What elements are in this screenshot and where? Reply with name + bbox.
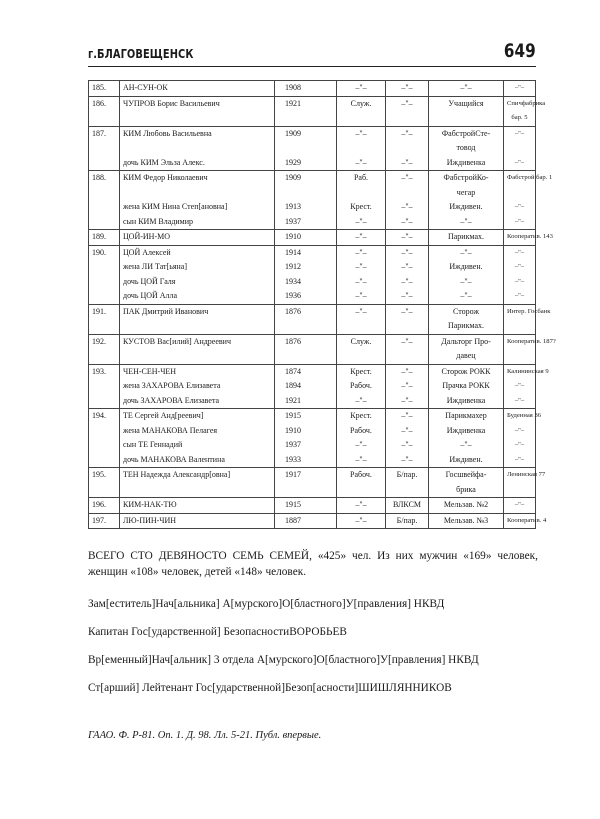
cell-party: ВЛКСМ [386,498,429,514]
summary-paragraph: ВСЕГО СТО ДЕВЯНОСТО СЕМЬ СЕМЕЙ, «425» чел. Из них мужчин «169» человек, женщин «108» человек, детей «148» человек. [88,550,538,578]
cell-birth-year: 1908 [275,81,337,97]
cell-birth-year: 1915 [275,498,337,514]
cell-occupation: Учащийся [429,96,504,126]
cell-birth-year: 1874 1894 1921 [275,364,337,409]
table-row [89,364,536,409]
cell-party: –"– [386,96,429,126]
family-register-table [88,80,556,529]
page-header [88,40,536,67]
cell-social-origin: Служ. [337,96,386,126]
cell-social-origin: –"– –"– [337,126,386,171]
cell-birth-year: 1915 1910 1937 1933 [275,409,337,468]
cell-number: 191. [89,304,120,334]
cell-occupation: Дальторг Про- давец [429,334,504,364]
cell-name: КИМ-НАК-ТЮ [120,498,275,514]
table-row [89,334,536,364]
table-row [89,245,536,304]
cell-name: КИМ Федор Николаевич жена КИМ Нина Степ[ановна] сын КИМ Владимир [120,171,275,230]
signature-acting-chief-title: Вр[еменный]Нач[альник] 3 отдела А[мурского]О[бластного]У[правления] НКВД [88,654,479,666]
table-row [89,96,536,126]
cell-occupation: Мельзав. №3 [429,513,504,529]
cell-occupation: Госшвейфа- брика [429,468,504,498]
cell-number: 196. [89,498,120,514]
cell-number: 197. [89,513,120,529]
cell-social-origin: –"– [337,498,386,514]
cell-name: КИМ Любовь Васильевна дочь КИМ Эльза Алекс. [120,126,275,171]
cell-number: 193. [89,364,120,409]
cell-occupation: Парикмахер Иждивенка –"– Иждивен. [429,409,504,468]
cell-name: ПАК Дмитрий Иванович [120,304,275,334]
signature-shishlyannikov: Ст[арший] Лейтенант Гос[ударственной]Безоп[асности]ШИШЛЯННИКОВ [88,682,452,694]
cell-birth-year: 1887 [275,513,337,529]
cell-social-origin: –"– [337,513,386,529]
cell-occupation: Парикмах. [429,230,504,246]
cell-birth-year: 1909 1913 1937 [275,171,337,230]
cell-birth-year: 1876 [275,304,337,334]
cell-number: 187. [89,126,120,171]
cell-birth-year: 1914 1912 1934 1936 [275,245,337,304]
cell-party: Б/пар. [386,513,429,529]
cell-occupation: ФабстройКо- чегар Иждивен. –"– [429,171,504,230]
cell-name: ТЕ Сергей Анд[реевич] жена МАНАКОВА Пелагея сын ТЕ Геннадий дочь МАНАКОВА Валентина [120,409,275,468]
cell-party: –"– [386,334,429,364]
table-row [89,513,536,529]
cell-name: ТЕН Надежда Александр[овна] [120,468,275,498]
table-row [89,468,536,498]
cell-birth-year: 1909 1929 [275,126,337,171]
cell-number: 192. [89,334,120,364]
cell-birth-year: 1917 [275,468,337,498]
cell-occupation: Сторож РОКК Прачка РОКК Иждивенка [429,364,504,409]
table-row [89,230,536,246]
cell-name: ЦОЙ-ИН-МО [120,230,275,246]
cell-address: Буденная 36 –"– –"– –"– [504,409,536,468]
cell-address: Калининская 9 –"– –"– [504,364,536,409]
signature-vorobyev: Капитан Гос[ударственной] БезопасностиВОРОБЬЕВ [88,626,347,638]
cell-number: 186. [89,96,120,126]
page-number: 649 [504,40,536,62]
cell-occupation: Мельзав. №2 [429,498,504,514]
cell-address: –"– [504,498,536,514]
cell-name: КУСТОВ Вас[илий] Андреевич [120,334,275,364]
cell-birth-year: 1910 [275,230,337,246]
cell-social-origin: Крест. Рабоч. –"– –"– [337,409,386,468]
archive-source-note: ГААО. Ф. Р-81. Оп. 1. Д. 98. Лл. 5-21. Публ. впервые. [88,730,322,741]
cell-number: 188. [89,171,120,230]
cell-social-origin: –"– [337,304,386,334]
signature-deputy-chief-title: Зам[еститель]Нач[альника] А[мурского]О[бластного]У[правления] НКВД [88,598,445,610]
cell-address: Кооператив. 4 [504,513,536,529]
cell-social-origin: Служ. [337,334,386,364]
cell-name: АН-СУН-ОК [120,81,275,97]
cell-occupation: Сторож Парикмах. [429,304,504,334]
cell-occupation: –"– Иждивен. –"– –"– [429,245,504,304]
cell-number: 190. [89,245,120,304]
cell-number: 194. [89,409,120,468]
cell-birth-year: 1921 [275,96,337,126]
cell-name: ЧУПРОВ Борис Васильевич [120,96,275,126]
running-head-city: г.БЛАГОВЕЩЕНСК [88,47,194,61]
cell-number: 185. [89,81,120,97]
cell-address: –"– –"– [504,126,536,171]
table-row [89,171,536,230]
cell-address: Кооператив. 187? [504,334,536,364]
table-row [89,498,536,514]
cell-address: Спичфабрика бар. 5 [504,96,536,126]
cell-address: Фабстрой бар. 1 –"– –"– [504,171,536,230]
cell-address: Кооператив. 143 [504,230,536,246]
table-row [89,126,536,171]
cell-address: Ленинская 77 [504,468,536,498]
cell-party: –"– –"– –"– [386,171,429,230]
cell-address: Интер. Госбанк [504,304,536,334]
cell-party: –"– –"– –"– –"– [386,409,429,468]
cell-number: 195. [89,468,120,498]
cell-birth-year: 1876 [275,334,337,364]
table-row [89,81,536,97]
cell-number: 189. [89,230,120,246]
cell-party: –"– –"– [386,126,429,171]
table-row [89,304,536,334]
cell-name: ЛЮ-ПИН-ЧИН [120,513,275,529]
cell-address: –"– [504,81,536,97]
cell-occupation: ФабстройСте- товод Иждивенка [429,126,504,171]
cell-social-origin: –"– –"– –"– –"– [337,245,386,304]
cell-name: ЧЕН-СЕН-ЧЕН жена ЗАХАРОВА Елизавета дочь ЗАХАРОВА Елизавета [120,364,275,409]
cell-party: –"– [386,81,429,97]
cell-social-origin: –"– [337,81,386,97]
cell-social-origin: Крест. Рабоч. –"– [337,364,386,409]
cell-party: –"– –"– –"– [386,364,429,409]
cell-name: ЦОЙ Алексей жена ЛИ Тат[ьяна] дочь ЦОЙ Галя дочь ЦОЙ Алла [120,245,275,304]
cell-party: –"– –"– –"– –"– [386,245,429,304]
cell-party: Б/пар. [386,468,429,498]
cell-party: –"– [386,230,429,246]
cell-party: –"– [386,304,429,334]
table-row [89,409,536,468]
cell-social-origin: –"– [337,230,386,246]
cell-occupation: –"– [429,81,504,97]
cell-social-origin: Рабоч. [337,468,386,498]
cell-address: –"– –"– –"– –"– [504,245,536,304]
cell-social-origin: Раб. Крест. –"– [337,171,386,230]
